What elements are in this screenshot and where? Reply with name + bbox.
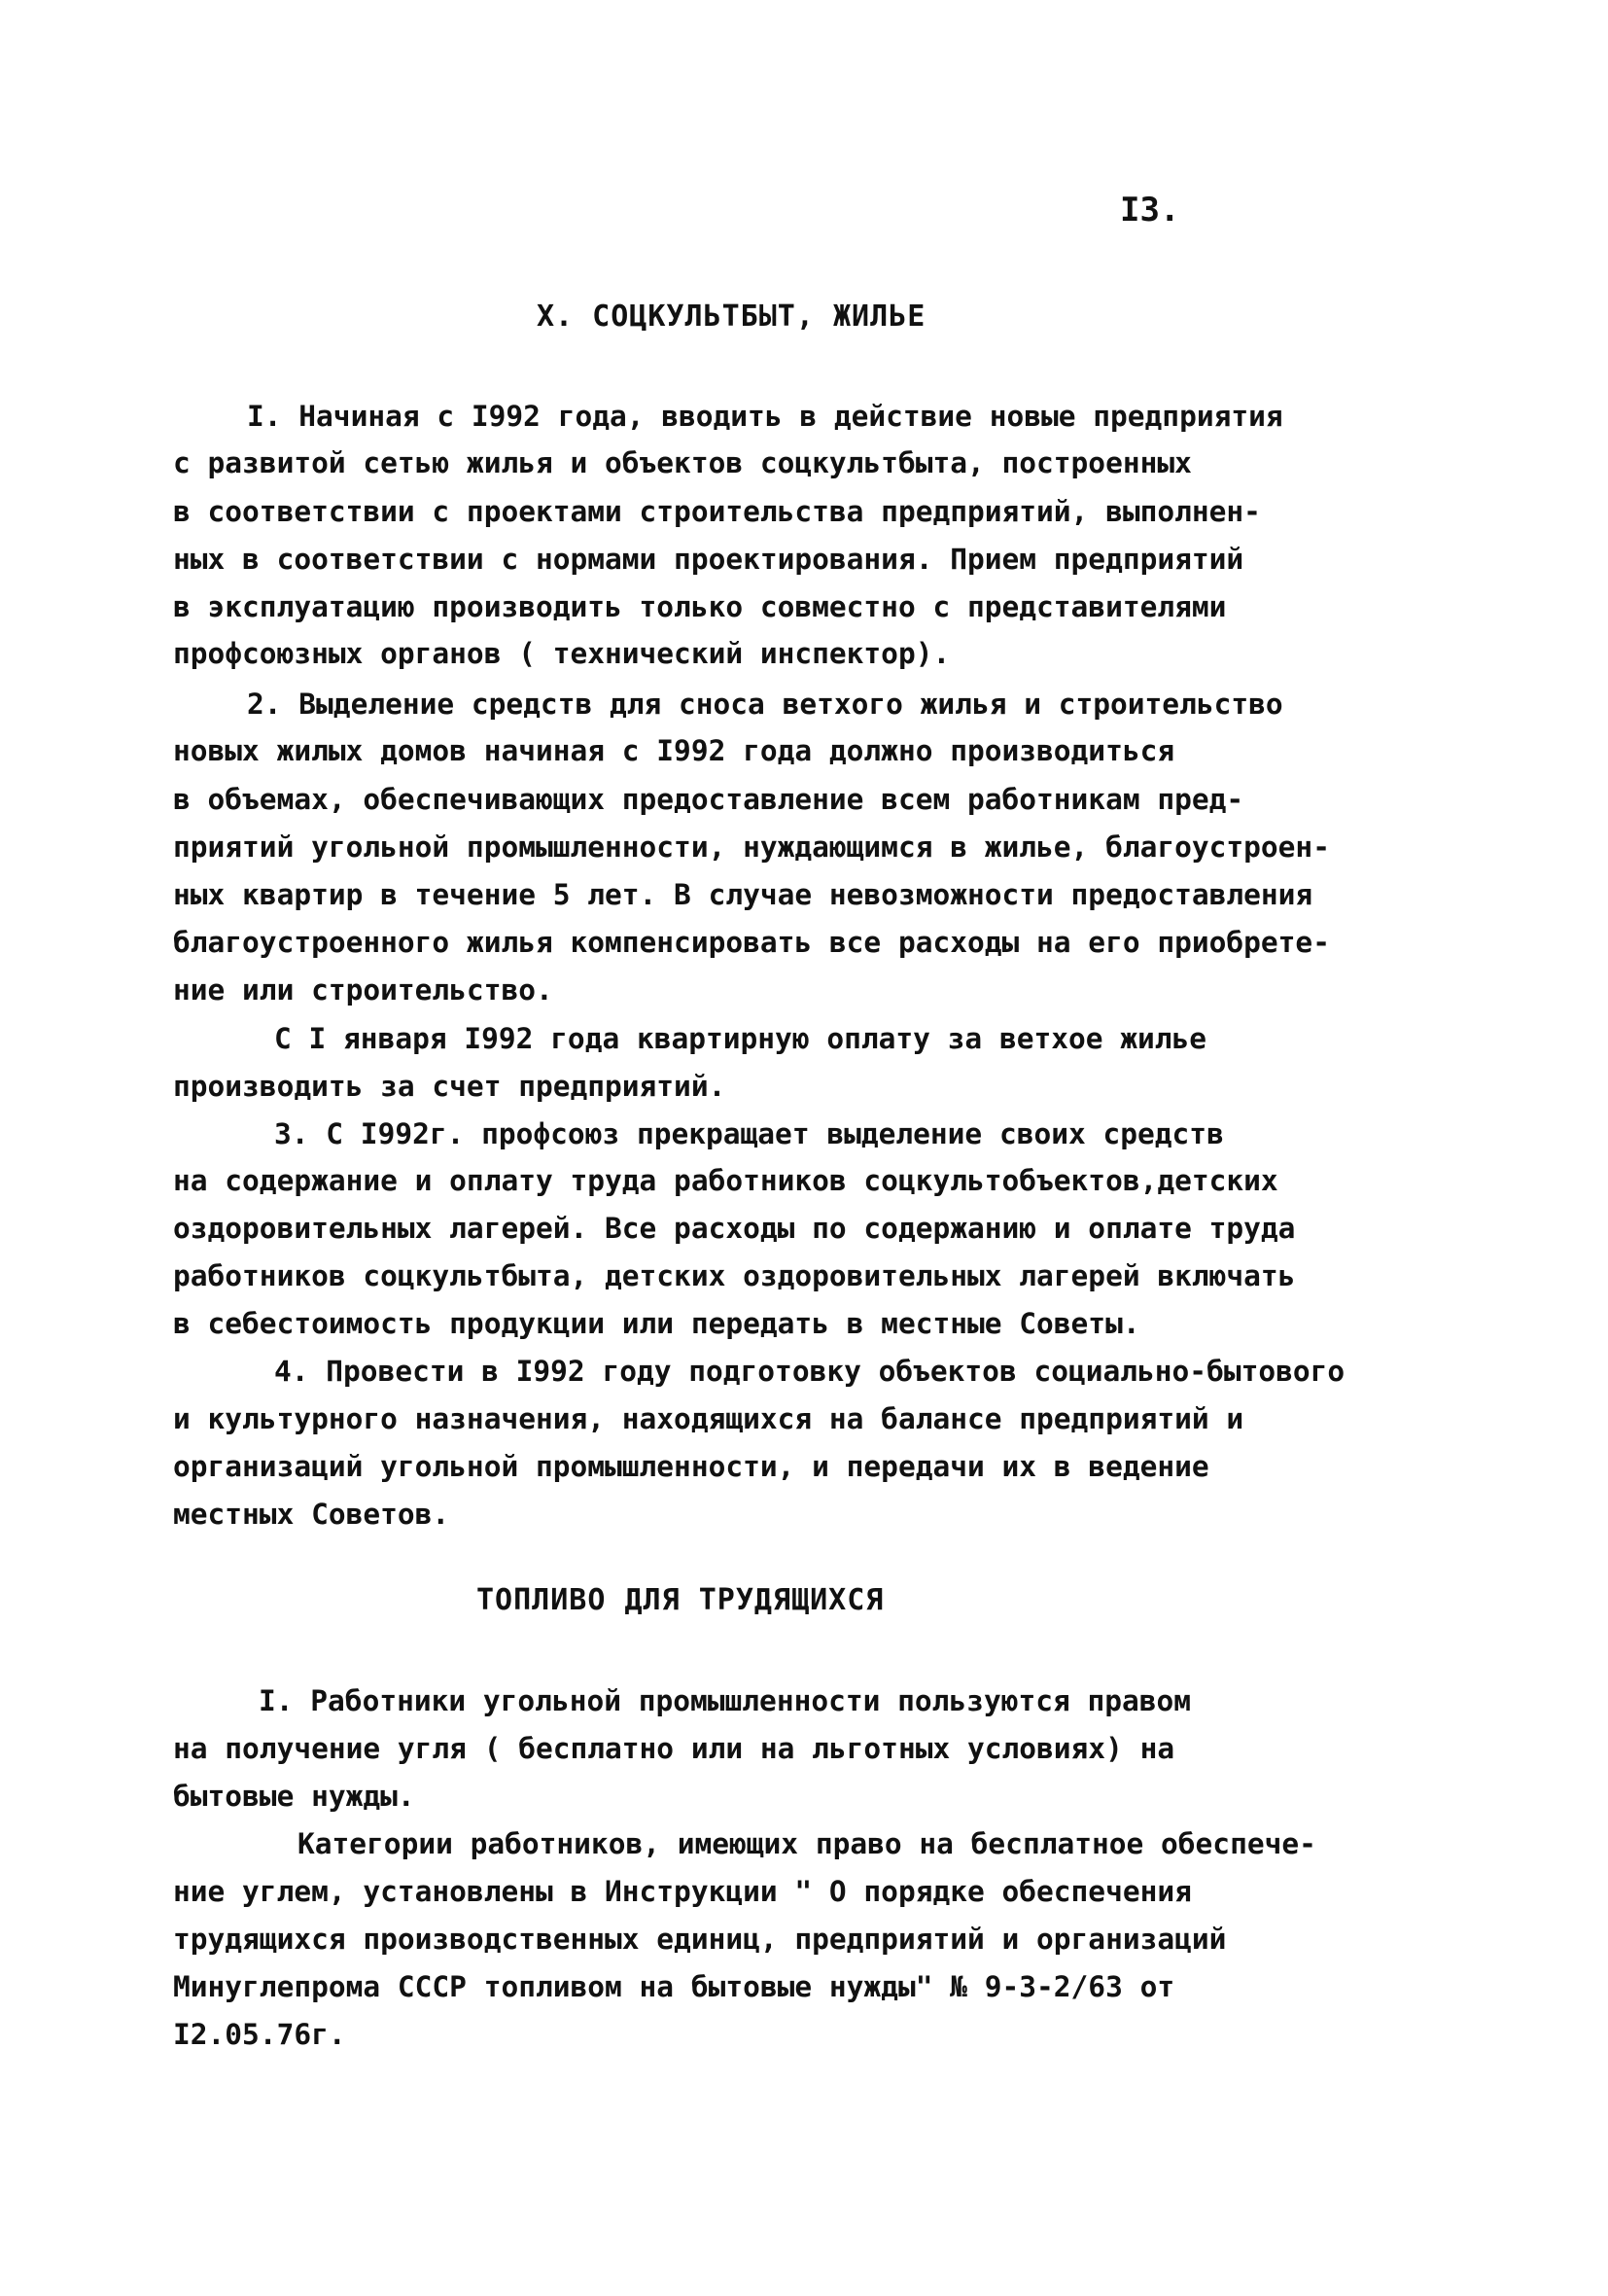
text-line: I. Работники угольной промышленности пользуются правом	[259, 1684, 1192, 1717]
text-line: организаций угольной промышленности, и передачи их в ведение	[173, 1450, 1209, 1483]
page-number: I3.	[1120, 191, 1180, 230]
text-line: С I января I992 года квартирную оплату за ветхое жилье	[274, 1022, 1207, 1055]
text-line: 3. С I992г. профсоюз прекращает выделение своих средств	[274, 1117, 1224, 1150]
text-line: на получение угля ( бесплатно или на льготных условиях) на	[173, 1732, 1175, 1765]
text-line: 2. Выделение средств для сноса ветхого жилья и строительство	[247, 688, 1283, 721]
text-line: и культурного назначения, находящихся на балансе предприятий и	[173, 1402, 1244, 1435]
text-line: работников соцкультбыта, детских оздоровительных лагерей включать	[173, 1259, 1296, 1292]
text-line: ных квартир в течение 5 лет. В случае невозможности предоставления	[173, 878, 1313, 911]
text-line: оздоровительных лагерей. Все расходы по содержанию и оплате труда	[173, 1212, 1296, 1245]
text-line: новых жилых домов начиная с I992 года должно производиться	[173, 734, 1175, 767]
text-line: трудящихся производственных единиц, предприятий и организаций	[173, 1923, 1227, 1956]
text-line: ние или строительство.	[173, 973, 553, 1007]
text-line: в объемах, обеспечивающих предоставление всем работникам пред-	[173, 783, 1244, 816]
text-line: 4. Провести в I992 году подготовку объектов социально-бытового	[274, 1355, 1346, 1388]
text-line: Категории работников, имеющих право на бесплатное обеспече-	[297, 1827, 1316, 1860]
text-line: ние углем, установлены в Инструкции " О порядке обеспечения	[173, 1875, 1192, 1908]
text-line: местных Советов.	[173, 1498, 450, 1531]
text-line: бытовые нужды.	[173, 1780, 415, 1813]
text-line: I. Начиная с I992 года, вводить в действие новые предприятия	[247, 400, 1283, 433]
text-line: в соответствии с проектами строительства предприятий, выполнен-	[173, 495, 1261, 528]
text-line: в себестоимость продукции или передать в местные Советы.	[173, 1307, 1140, 1340]
text-line: ных в соответствии с нормами проектирования. Прием предприятий	[173, 543, 1244, 576]
text-line: на содержание и оплату труда работников соцкультобъектов,детских	[173, 1164, 1278, 1197]
text-line: благоустроенного жилья компенсировать все расходы на его приобрете-	[173, 926, 1330, 959]
text-line: Минуглепрома СССР топливом на бытовые нужды" № 9-3-2/63 от	[173, 1970, 1175, 2003]
section-title-fuel: ТОПЛИВО ДЛЯ ТРУДЯЩИХСЯ	[476, 1583, 885, 1617]
text-line: в эксплуатацию производить только совместно с представителями	[173, 590, 1227, 623]
text-line: профсоюзных органов ( технический инспектор).	[173, 637, 951, 670]
text-line: производить за счет предприятий.	[173, 1070, 726, 1103]
text-line: приятий угольной промышленности, нуждающимся в жилье, благоустроен-	[173, 830, 1330, 864]
section-title-social: X. СОЦКУЛЬТБЫТ, ЖИЛЬЕ	[537, 300, 926, 334]
text-line: с развитой сетью жилья и объектов соцкультбыта, построенных	[173, 446, 1192, 479]
text-line: I2.05.76г.	[173, 2018, 346, 2051]
